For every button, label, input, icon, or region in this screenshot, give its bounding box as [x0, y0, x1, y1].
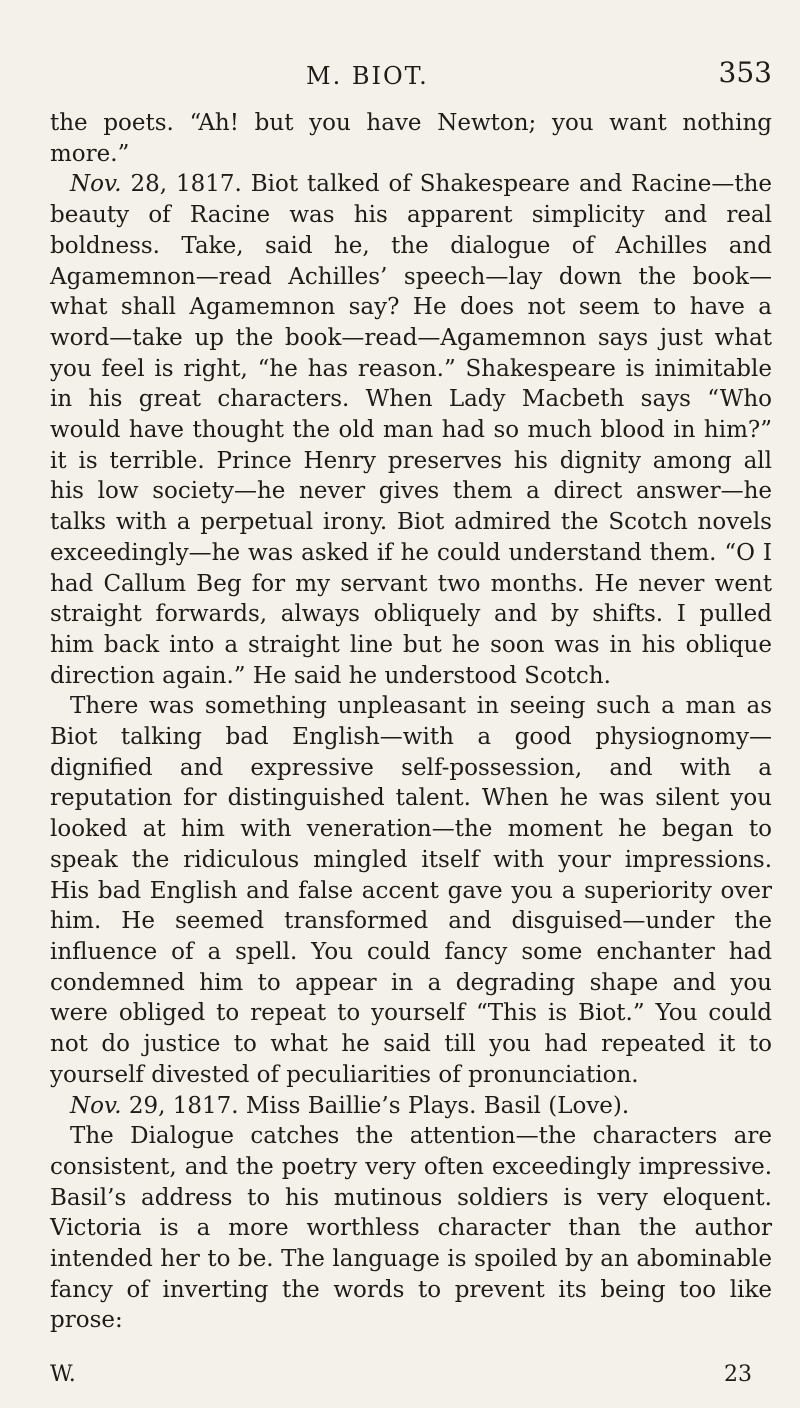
paragraph-5 — [50, 1121, 772, 1336]
paragraph-2 — [50, 169, 772, 691]
paragraph-text: the poets. “Ah! but you have Newton; you want nothing more.” — [50, 110, 772, 167]
page-number: 353 — [718, 56, 772, 89]
entry-date-month: Nov. — [70, 171, 122, 198]
paragraph-text: 28, 1817. Biot talked of Shakespeare and Racine—the beauty of Racine was his apparent simplicity and real boldness. Take, said he, the dialogue of Achilles and Agamemnon—read Achilles’ speech—lay down the book—what shall Agamemnon say? He does not seem to have a word—take up the book—read—Agamemnon says just what you feel is right, “he has reason.” Shakespeare is inimitable in his great characters. When Lady Macbeth says “Who would have thought the old man had so much blood in him?” it is terrible. Prince Henry preserves his dignity among all his low society—he never gives them a direct answer—he talks with a perpetual irony. Biot admired the Scotch novels exceedingly—he was asked if he could understand them. “O I had Callum Beg for my servant two months. He never went straight forwards, always obliquely and by shifts. I pulled him back into a straight line but he soon was in his oblique direction again.” He said he understood Scotch. — [50, 171, 772, 689]
entry-date-month: Nov. — [70, 1092, 122, 1119]
paragraph-1 — [50, 108, 772, 169]
folio-number: 23 — [724, 1362, 752, 1387]
body-text — [50, 108, 772, 1336]
paragraph-text: There was something unpleasant in seeing such a man as Biot talking bad English—with a good physiognomy—dignified and expressive self-possession, and with a reputation for distinguished talent. When he was silent you looked at him with veneration—the moment he began to speak the ridiculous mingled itself with your impressions. His bad English and false accent gave you a superiority over him. He seemed transformed and disguised—under the influence of a spell. You could fancy some enchanter had condemned him to appear in a degrading shape and you were obliged to repeat to yourself “This is Biot.” You could not do justice to what he said till you had repeated it to yourself divested of peculiarities of pronunciation. — [50, 693, 772, 1088]
running-head — [0, 56, 800, 96]
page-footer — [0, 1362, 800, 1402]
paragraph-3 — [50, 691, 772, 1090]
running-title: M. BIOT. — [306, 62, 429, 90]
paragraph-text: 29, 1817. Miss Baillie’s Plays. Basil (Love). — [121, 1092, 630, 1119]
signature-mark: W. — [50, 1362, 76, 1387]
paragraph-text: The Dialogue catches the attention—the characters are consistent, and the poetry very often exceedingly impressive. Basil’s address to his mutinous soldiers is very eloquent. Victoria is a more worthless character than the author intended her to be. The language is spoiled by an abominable fancy of inverting the words to prevent its being too like prose: — [50, 1123, 772, 1334]
paragraph-4 — [50, 1091, 772, 1122]
